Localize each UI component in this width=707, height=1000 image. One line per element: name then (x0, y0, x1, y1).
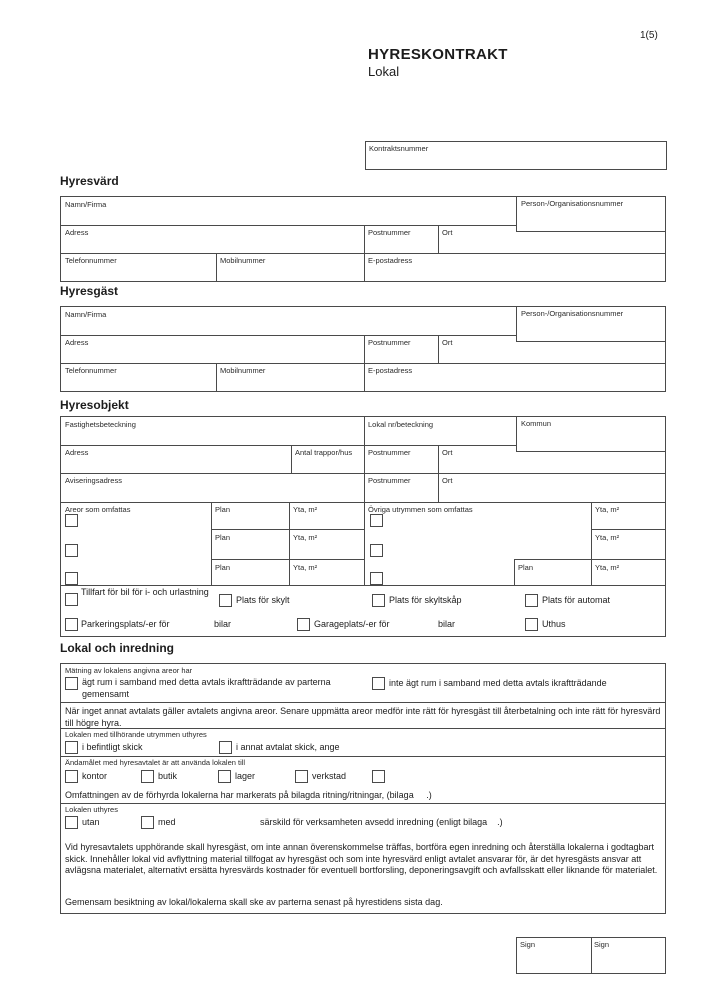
contract-number-label: Kontraktsnummer (369, 144, 429, 153)
divider-line (61, 473, 665, 474)
divider-line (216, 253, 217, 281)
hyresgast-adress-field[interactable]: Adress (65, 338, 89, 347)
hyresobjekt-table (60, 416, 666, 637)
matning-label: Mätning av lokalens angivna areor har (65, 666, 193, 675)
checkbox-plats-skylt[interactable] (219, 594, 232, 607)
besiktning-paragraph: Gemensam besiktning av lokal/lokalerna skall ske av parterna senast på hyrestidens sista dag. (65, 897, 443, 907)
yta-label: Yta, m² (293, 505, 318, 514)
plan-label: Plan (215, 533, 231, 542)
divider-line (591, 529, 665, 530)
divider-line (61, 756, 665, 757)
checkbox-lager[interactable] (218, 770, 231, 783)
checkbox-utan-inredning[interactable] (65, 816, 78, 829)
divider-line (61, 225, 516, 226)
butik-label: butik (158, 771, 178, 781)
hyresgast-telefon-field[interactable]: Telefonnummer (65, 366, 117, 375)
kommun-label: Kommun (521, 419, 552, 428)
hyresvard-namn-field[interactable]: Namn/Firma (65, 200, 107, 209)
uthyres-rubrik-label: Lokalen med tillhörande utrymmen uthyres (65, 730, 207, 739)
plats-skylt-label: Plats för skylt (236, 595, 290, 605)
divider-line (61, 702, 665, 703)
sign-field-hyresgast[interactable]: Sign (594, 940, 610, 949)
tillfart-label: Tillfart för bil för i- och urlastning (81, 587, 209, 597)
checkbox-ovriga-2[interactable] (370, 544, 383, 557)
sign-box (516, 937, 666, 974)
divider-line (364, 253, 365, 281)
checkbox-annat-skick[interactable] (219, 741, 232, 754)
yta-label: Yta, m² (595, 563, 620, 572)
hyresvard-postnummer-field[interactable]: Postnummer (368, 228, 411, 237)
checkbox-plats-automat[interactable] (525, 594, 538, 607)
divider-line (514, 559, 515, 585)
divider-line (438, 335, 439, 363)
befintligt-skick-label: i befintligt skick (82, 742, 143, 752)
divider-line (438, 225, 439, 253)
checkbox-befintligt-skick[interactable] (65, 741, 78, 754)
hyresvard-telefon-field[interactable]: Telefonnummer (65, 256, 117, 265)
hyresgast-namn-field[interactable]: Namn/Firma (65, 310, 107, 319)
checkbox-verkstad[interactable] (295, 770, 308, 783)
hyresgast-person-org-field[interactable] (516, 307, 666, 342)
uthus-label: Uthus (542, 619, 566, 629)
checkbox-ovriga-3[interactable] (370, 572, 383, 585)
lokal-inredning-heading: Lokal och inredning (60, 641, 175, 655)
hyresvard-table (60, 196, 666, 282)
checkbox-tillfart[interactable] (65, 593, 78, 606)
andamal-label: Ändamålet med hyresavtalet är att använda lokalen till (65, 758, 246, 767)
kommun-field[interactable] (516, 417, 666, 452)
checkbox-uthus[interactable] (525, 618, 538, 631)
divider-line (364, 417, 365, 585)
bilar-label: bilar (438, 619, 456, 629)
lokal-nr-field[interactable]: Lokal nr/beteckning (368, 420, 434, 429)
person-org-label: Person-/Organisationsnummer (521, 199, 624, 208)
lager-label: lager (235, 771, 256, 781)
divider-line (61, 445, 516, 446)
yta-label: Yta, m² (595, 533, 620, 542)
hyresgast-epost-field[interactable]: E-postadress (368, 366, 413, 375)
checkbox-butik[interactable] (141, 770, 154, 783)
divider-line (289, 502, 290, 585)
divider-line (364, 335, 365, 363)
aviseringsadress-field[interactable]: Aviseringsadress (65, 476, 122, 485)
kontor-label: kontor (82, 771, 108, 781)
divider-line (514, 559, 665, 560)
divider-line (61, 502, 665, 503)
hyresvard-epost-field[interactable]: E-postadress (368, 256, 413, 265)
upphorande-paragraph: Vid hyresavtalets upphörande skall hyresgäst, om inte annan överenskommelse träffas, bortföra egen inredning och återställa lokalerna i godtagbart skick. Innehåller lokal vid avflyttning material tillfogat av hyresgäst och som inte hyresvärd enligt avtalet ansvarar för, är det hyresgästs ansvar att avlägsna materialet, alternativt ersätta hyresvärds kostnader för eventuell bortforsling, deponeringsavgift och avfallsskatt eller liknande för materialet. (65, 842, 658, 875)
lokalen-uthyres-label: Lokalen uthyres (65, 805, 118, 814)
document-title: HYRESKONTRAKT (368, 46, 508, 63)
divider-line (591, 938, 592, 973)
hyresvard-ort-field[interactable]: Ort (442, 228, 453, 237)
antal-trappor-field[interactable]: Antal trappor/hus (295, 448, 353, 457)
avisering-postnummer-field[interactable]: Postnummer (368, 476, 411, 485)
yta-label: Yta, m² (595, 505, 620, 514)
parkeringsplats-label: Parkeringsplats/-er för (81, 619, 170, 629)
divider-line (364, 225, 365, 253)
divider-line (61, 728, 665, 729)
hyresvard-mobil-field[interactable]: Mobilnummer (220, 256, 266, 265)
hyresgast-postnummer-field[interactable]: Postnummer (368, 338, 411, 347)
hyresobjekt-heading: Hyresobjekt (60, 398, 129, 412)
divider-line (438, 473, 439, 502)
contract-number-field[interactable] (365, 141, 667, 170)
divider-line (61, 363, 665, 364)
checkbox-agt-rum[interactable] (65, 677, 78, 690)
divider-line (61, 585, 665, 586)
divider-line (211, 502, 212, 585)
checkbox-med-inredning[interactable] (141, 816, 154, 829)
hyresgast-heading: Hyresgäst (60, 284, 119, 298)
med-label: med (158, 817, 176, 827)
checkbox-parkeringsplats[interactable] (65, 618, 78, 631)
checkbox-plats-skyltskap[interactable] (372, 594, 385, 607)
checkbox-areor-3[interactable] (65, 572, 78, 585)
bilar-label: bilar (214, 619, 232, 629)
fastighetsbeteckning-field[interactable]: Fastighetsbeteckning (65, 420, 136, 429)
hyresvard-person-org-field[interactable] (516, 197, 666, 232)
plan-label: Plan (518, 563, 534, 572)
yta-label: Yta, m² (293, 563, 318, 572)
verkstad-label: verkstad (312, 771, 347, 781)
hyresgast-mobil-field[interactable]: Mobilnummer (220, 366, 266, 375)
checkbox-inte-agt-rum[interactable] (372, 677, 385, 690)
yta-label: Yta, m² (293, 533, 318, 542)
sign-field-hyresvard[interactable]: Sign (520, 940, 536, 949)
divider-line (61, 253, 665, 254)
utan-label: utan (82, 817, 100, 827)
hyresgast-ort-field[interactable]: Ort (442, 338, 453, 347)
agt-rum-label: ägt rum i samband med detta avtals ikraftträdande av parterna gemensamt (82, 677, 331, 699)
plan-label: Plan (215, 563, 231, 572)
areor-paragraph: När inget annat avtalats gäller avtalets angivna areor. Senare uppmätta areor medför inte rätt för hyresgäst till återbetalning och inte rätt för hyresvärd till högre hyra. (65, 706, 661, 728)
checkbox-kontor[interactable] (65, 770, 78, 783)
checkbox-garageplats[interactable] (297, 618, 310, 631)
checkbox-areor-1[interactable] (65, 514, 78, 527)
lokal-inredning-box (60, 663, 666, 914)
annat-skick-label: i annat avtalat skick, ange (236, 742, 340, 752)
ovriga-utrymmen-label: Övriga utrymmen som omfattas (368, 505, 473, 514)
inte-agt-rum-label: inte ägt rum i samband med detta avtals ikraftträdande (389, 678, 607, 688)
person-org-label: Person-/Organisationsnummer (521, 309, 624, 318)
divider-line (211, 559, 364, 560)
omfattning-paragraph: Omfattningen av de förhyrda lokalerna har markerats på bilagda ritning/ritningar, (bilaga .) (65, 790, 432, 800)
page-number: 1(5) (640, 30, 658, 41)
divider-line (291, 445, 292, 473)
objekt-adress-field[interactable]: Adress (65, 448, 89, 457)
divider-line (438, 445, 439, 473)
objekt-postnummer-field[interactable]: Postnummer (368, 448, 411, 457)
divider-line (591, 502, 592, 585)
divider-line (216, 363, 217, 391)
garageplats-label: Garageplats/-er för (314, 619, 390, 629)
divider-line (211, 529, 364, 530)
sarskild-inredning-label: särskild för verksamheten avsedd inredning (enligt bilaga .) (260, 817, 503, 827)
hyresvard-adress-field[interactable]: Adress (65, 228, 89, 237)
avisering-ort-field[interactable]: Ort (442, 476, 453, 485)
hyresvard-heading: Hyresvärd (60, 174, 119, 188)
checkbox-ovriga-1[interactable] (370, 514, 383, 527)
document-subtitle: Lokal (368, 64, 400, 79)
checkbox-annat-andamal[interactable] (372, 770, 385, 783)
checkbox-areor-2[interactable] (65, 544, 78, 557)
plats-skyltskap-label: Plats för skyltskåp (389, 595, 462, 605)
areor-label: Areor som omfattas (65, 505, 131, 514)
plats-automat-label: Plats för automat (542, 595, 611, 605)
divider-line (61, 803, 665, 804)
hyresgast-table (60, 306, 666, 392)
plan-label: Plan (215, 505, 231, 514)
divider-line (61, 335, 516, 336)
divider-line (364, 363, 365, 391)
objekt-ort-field[interactable]: Ort (442, 448, 453, 457)
